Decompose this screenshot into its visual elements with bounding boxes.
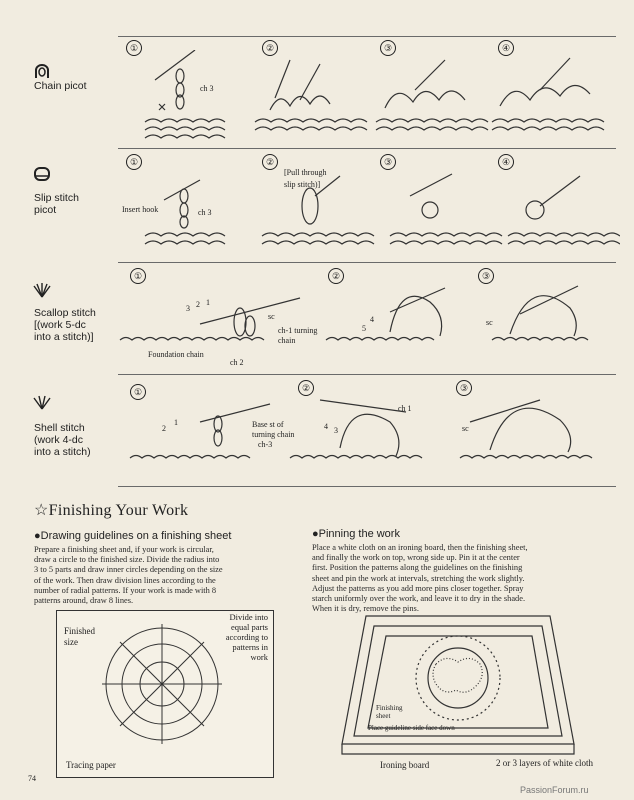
step-number: ② [262, 40, 278, 56]
guidelines-heading: ●Drawing guidelines on a finishing sheet [34, 530, 232, 542]
figure-label: ch 3 [200, 84, 214, 93]
ironing-board-label: Ironing board [380, 760, 430, 770]
paragraph-line: When it is dry, remove the pins. [312, 604, 419, 614]
stitch-name-slip-stitch-picot: Slip stitch picot [34, 192, 79, 216]
figure-label: ch 2 [230, 358, 244, 367]
figure-label: turning chain [252, 430, 295, 439]
white-cloth-label: 2 or 3 layers of white cloth [496, 758, 593, 768]
paragraph-line: number of radial patterns. If your work is made with 8 [34, 585, 217, 595]
paragraph-line: sheet and pin the work at intervals, stretching the work slightly. [312, 573, 525, 583]
figure-label: Base st of [252, 420, 284, 429]
step-number: ① [130, 384, 146, 400]
pinning-paragraph [312, 543, 617, 614]
figure-label: ch-3 [258, 440, 273, 449]
step-number: ① [130, 268, 146, 284]
figure-label: sc [268, 312, 275, 321]
paragraph-line: of the work. Then draw division lines according to the [34, 575, 216, 585]
figure-label: ch 1 [398, 404, 412, 413]
figure-label: ch-1 turning [278, 326, 318, 335]
guideline-circle-diagram [100, 622, 224, 746]
figure-label: 2 [196, 300, 200, 309]
figure-label: 2 [162, 424, 166, 433]
figure-label: 3 [186, 304, 190, 313]
shell-stitch-diagram [120, 394, 620, 474]
chain-picot-symbol-icon [32, 64, 52, 80]
step-number: ④ [498, 40, 514, 56]
chain-picot-diagram [140, 50, 620, 140]
figure-label: 1 [206, 298, 210, 307]
paragraph-line: first. Position the patterns along the guidelines on the finishing [312, 563, 523, 573]
step-number: ③ [380, 154, 396, 170]
ironing-board-diagram [336, 612, 580, 762]
figure-label: slip stitch)] [284, 180, 321, 189]
figure-label: ch 3 [198, 208, 212, 217]
figure-label: sc [462, 424, 469, 433]
finishing-sheet-label: Finishing sheet [376, 704, 403, 720]
figure-label: 1 [174, 418, 178, 427]
figure-label: 5 [362, 324, 366, 333]
paragraph-line: Prepare a finishing sheet and, if your work is circular, [34, 545, 214, 554]
page-number: 74 [28, 774, 36, 783]
scallop-stitch-diagram [100, 282, 620, 362]
figure-label: 4 [370, 315, 374, 324]
paragraph-line: Adjust the patterns as you add more pins closer together. Spray [312, 583, 524, 593]
slip-stitch-picot-diagram [140, 166, 620, 256]
step-number: ④ [498, 154, 514, 170]
step-number: ① [126, 154, 142, 170]
place-guideline-label: Place guideline side face down [368, 724, 455, 732]
paragraph-line: draw a circle to the finished size. Divide the radius into [34, 555, 220, 565]
figure-label: sc [486, 318, 493, 327]
tracing-paper-label: Tracing paper [66, 760, 116, 770]
watermark: PassionForum.ru [520, 785, 589, 795]
paragraph-line: patterns around, draw 8 lines. [34, 596, 134, 606]
paragraph-line: 3 to 5 parts and draw inner circles depending on the size [34, 565, 223, 575]
paragraph-line: and finally the work on top, wrong side up. Pin it at the center [312, 553, 520, 563]
stitch-name-scallop-stitch: Scallop stitch [(work 5-dc into a stitch)] [34, 307, 96, 343]
paragraph-line: starch uniformly over the work, and leave it to dry in the shade. [312, 594, 526, 604]
step-number: ② [328, 268, 344, 284]
stitch-name-chain-picot: Chain picot [34, 80, 87, 92]
figure-label: [Pull through [284, 168, 327, 177]
step-number: ③ [456, 380, 472, 396]
figure-label: 3 [334, 426, 338, 435]
step-number: ② [262, 154, 278, 170]
scallop-stitch-symbol-icon [32, 282, 52, 298]
paragraph-line: Place a white cloth on an ironing board, then the finishing sheet, [312, 543, 528, 552]
figure-label: 4 [324, 422, 328, 431]
step-number: ③ [380, 40, 396, 56]
slip-stitch-picot-symbol-icon [32, 166, 52, 182]
figure-label: Insert hook [122, 205, 159, 214]
pinning-heading: ●Pinning the work [312, 528, 400, 540]
divide-label: Divide into equal parts according to patterns in work [225, 612, 268, 662]
stitch-name-shell-stitch: Shell stitch (work 4-dc into a stitch) [34, 422, 91, 458]
figure-label: Foundation chain [148, 350, 204, 359]
step-number: ② [298, 380, 314, 396]
guidelines-paragraph [34, 545, 296, 606]
finished-size-label: Finished size [64, 626, 96, 647]
shell-stitch-symbol-icon [32, 394, 52, 410]
step-number: ③ [478, 268, 494, 284]
step-number: ① [126, 40, 142, 56]
figure-label: chain [278, 336, 296, 345]
section-title: ☆Finishing Your Work [34, 502, 189, 519]
